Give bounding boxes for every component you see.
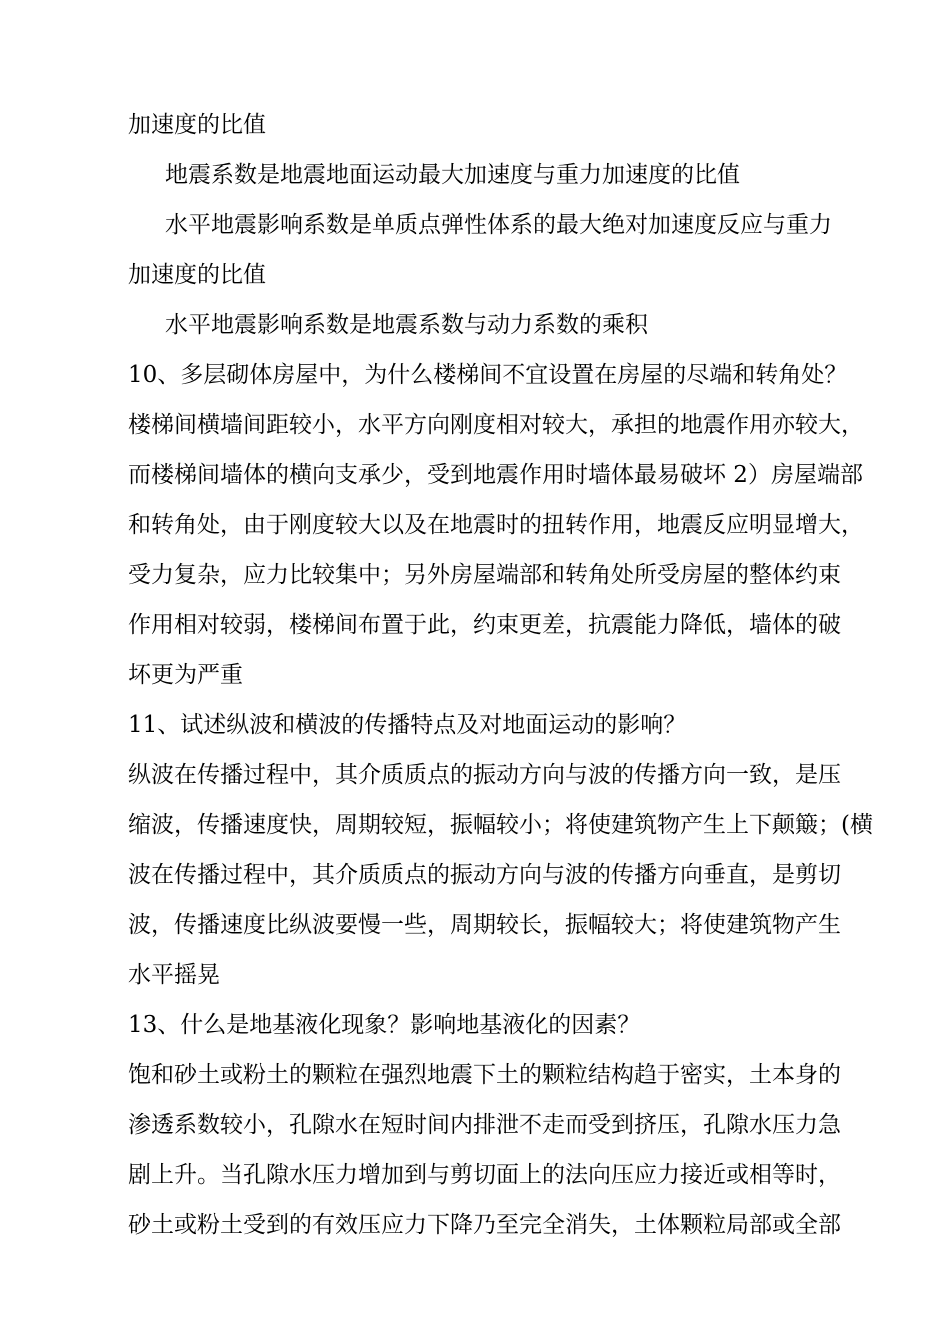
answer-line: 渗透系数较小，孔隙水在短时间内排泄不走而受到挤压，孔隙水压力急 [128,1112,841,1138]
answer-line: 水平摇晃 [128,962,220,988]
answer-line: 作用相对较弱，楼梯间布置于此，约束更差，抗震能力降低，墙体的破 [128,612,841,638]
text-line: 水平地震影响系数是地震系数与动力系数的乘积 [165,312,648,338]
question-heading: 10、多层砌体房屋中，为什么楼梯间不宜设置在房屋的尽端和转角处？ [128,362,848,388]
text-line: 加速度的比值 [128,262,266,288]
answer-line: 缩波，传播速度快，周期较短，振幅较小；将使建筑物产生上下颠簸；(横 [128,812,873,838]
text-line: 加速度的比值 [128,112,266,138]
question-heading: 13、什么是地基液化现象？影响地基液化的因素？ [128,1012,641,1038]
text-line: 水平地震影响系数是单质点弹性体系的最大绝对加速度反应与重力 [165,212,832,238]
text-line: 地震系数是地震地面运动最大加速度与重力加速度的比值 [165,162,740,188]
answer-line: 剧上升。当孔隙水压力增加到与剪切面上的法向压应力接近或相等时， [128,1162,841,1188]
answer-line: 波，传播速度比纵波要慢一些，周期较长，振幅较大；将使建筑物产生 [128,912,841,938]
answer-line: 和转角处，由于刚度较大以及在地震时的扭转作用，地震反应明显增大， [128,512,864,538]
answer-line: 楼梯间横墙间距较小，水平方向刚度相对较大，承担的地震作用亦较大， [128,412,864,438]
answer-line: 砂土或粉土受到的有效压应力下降乃至完全消失，土体颗粒局部或全部 [128,1212,841,1238]
answer-line: 坏更为严重 [128,662,243,688]
answer-line: 纵波在传播过程中，其介质质点的振动方向与波的传播方向一致，是压 [128,762,841,788]
answer-line: 饱和砂土或粉土的颗粒在强烈地震下土的颗粒结构趋于密实，土本身的 [128,1062,841,1088]
question-heading: 11、试述纵波和横波的传播特点及对地面运动的影响？ [128,712,687,738]
answer-line: 而楼梯间墙体的横向支承少，受到地震作用时墙体最易破坏 2）房屋端部 [128,462,863,488]
answer-line: 受力复杂，应力比较集中；另外房屋端部和转角处所受房屋的整体约束 [128,562,841,588]
answer-line: 波在传播过程中，其介质质点的振动方向与波的传播方向垂直，是剪切 [128,862,841,888]
document-body [128,100,880,1250]
